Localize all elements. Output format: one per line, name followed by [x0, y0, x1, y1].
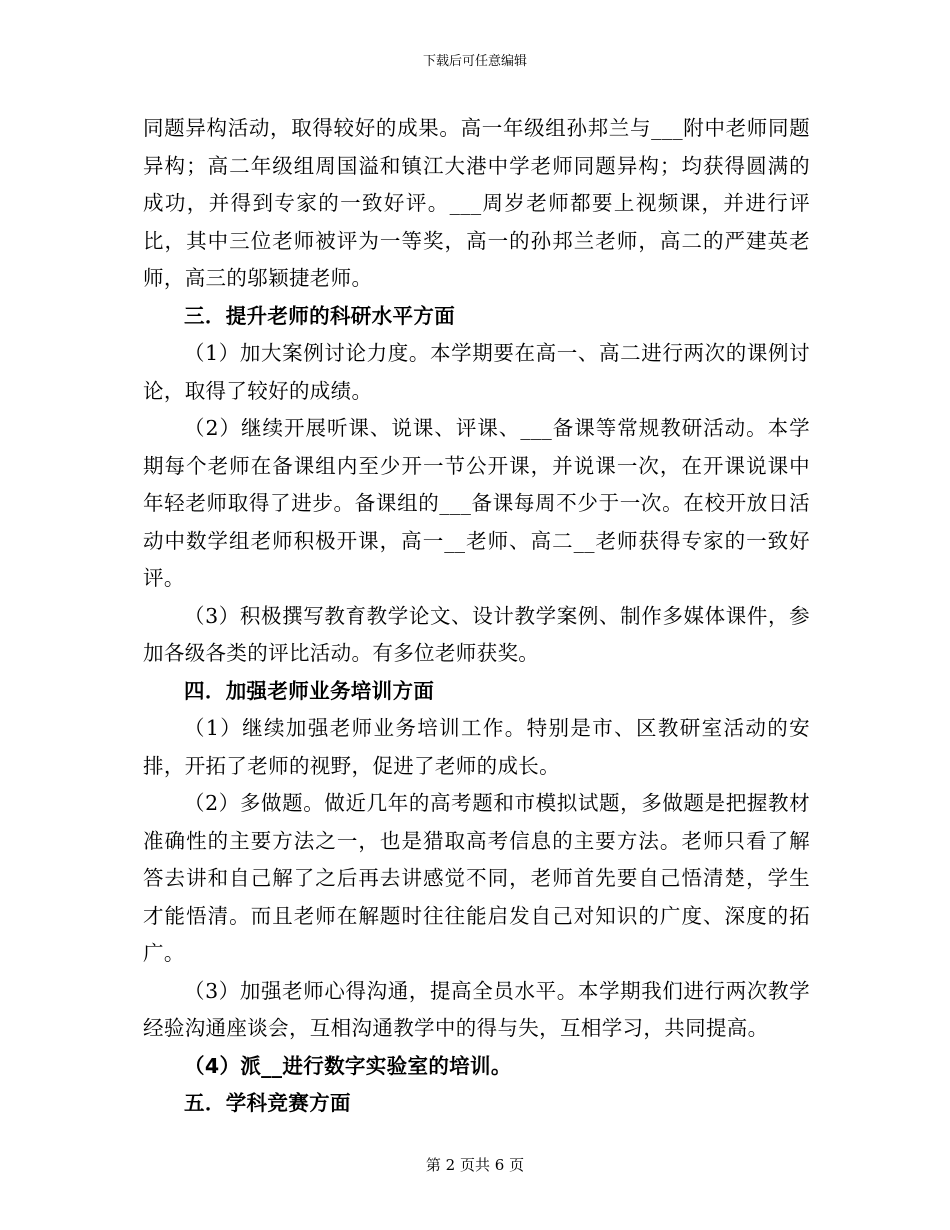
document-body	[143, 110, 810, 1123]
paragraph-4-1: （1）继续加强老师业务培训工作。特别是市、区教研室活动的安排，开拓了老师的视野，促进了老师的成长。	[143, 716, 810, 778]
paragraph-3-3: （3）积极撰写教育教学论文、设计教学案例、制作多媒体课件，参加各级各类的评比活动。有多位老师获奖。	[143, 603, 810, 665]
paragraph-3-2: （2）继续开展听课、说课、评课、___备课等常规教研活动。本学期每个老师在备课组内至少开一节公开课，并说课一次，在开课说课中年轻老师取得了进步。备课组的___备课每周不少于一次。在校开放日活动中数学组老师积极开课，高一__老师、高二__老师获得专家的一致好评。	[143, 416, 810, 590]
section-heading-3: 三．提升老师的科研水平方面	[184, 303, 456, 328]
section-heading-5: 五．学科竞赛方面	[184, 1091, 351, 1115]
paragraph-continued: 同题异构活动，取得较好的成果。高一年级组孙邦兰与___附中老师同题异构；高二年级组周国溢和镇江大港中学老师同题异构；均获得圆满的成功，并得到专家的一致好评。___周岁老师都要上视频课，并进行评比，其中三位老师被评为一等奖，高一的孙邦兰老师，高二的严建英老师，高三的邬颖捷老师。	[143, 116, 810, 290]
section-heading-4: 四．加强老师业务培训方面	[184, 678, 435, 703]
paragraph-3-1: （1）加大案例讨论力度。本学期要在高一、高二进行两次的课例讨论，取得了较好的成绩。	[143, 341, 810, 403]
page-number: 第 2 页共 6 页	[425, 1156, 525, 1174]
paragraph-4-2: （2）多做题。做近几年的高考题和市模拟试题，多做题是把握教材准确性的主要方法之一，也是猎取高考信息的主要方法。老师只看了解答去讲和自己解了之后再去讲感觉不同，老师首先要自己悟清楚，学生才能悟清。而且老师在解题时往往能启发自己对知识的广度、深度的拓广。	[143, 791, 810, 965]
paragraph-4-4: （4）派__进行数字实验室的培训。	[184, 1053, 512, 1078]
paragraph-4-3: （3）加强老师心得沟通，提高全员水平。本学期我们进行两次教学经验沟通座谈会，互相沟通教学中的得与失，互相学习，共同提高。	[143, 978, 810, 1040]
page-header: 下载后可任意编辑	[422, 54, 527, 69]
